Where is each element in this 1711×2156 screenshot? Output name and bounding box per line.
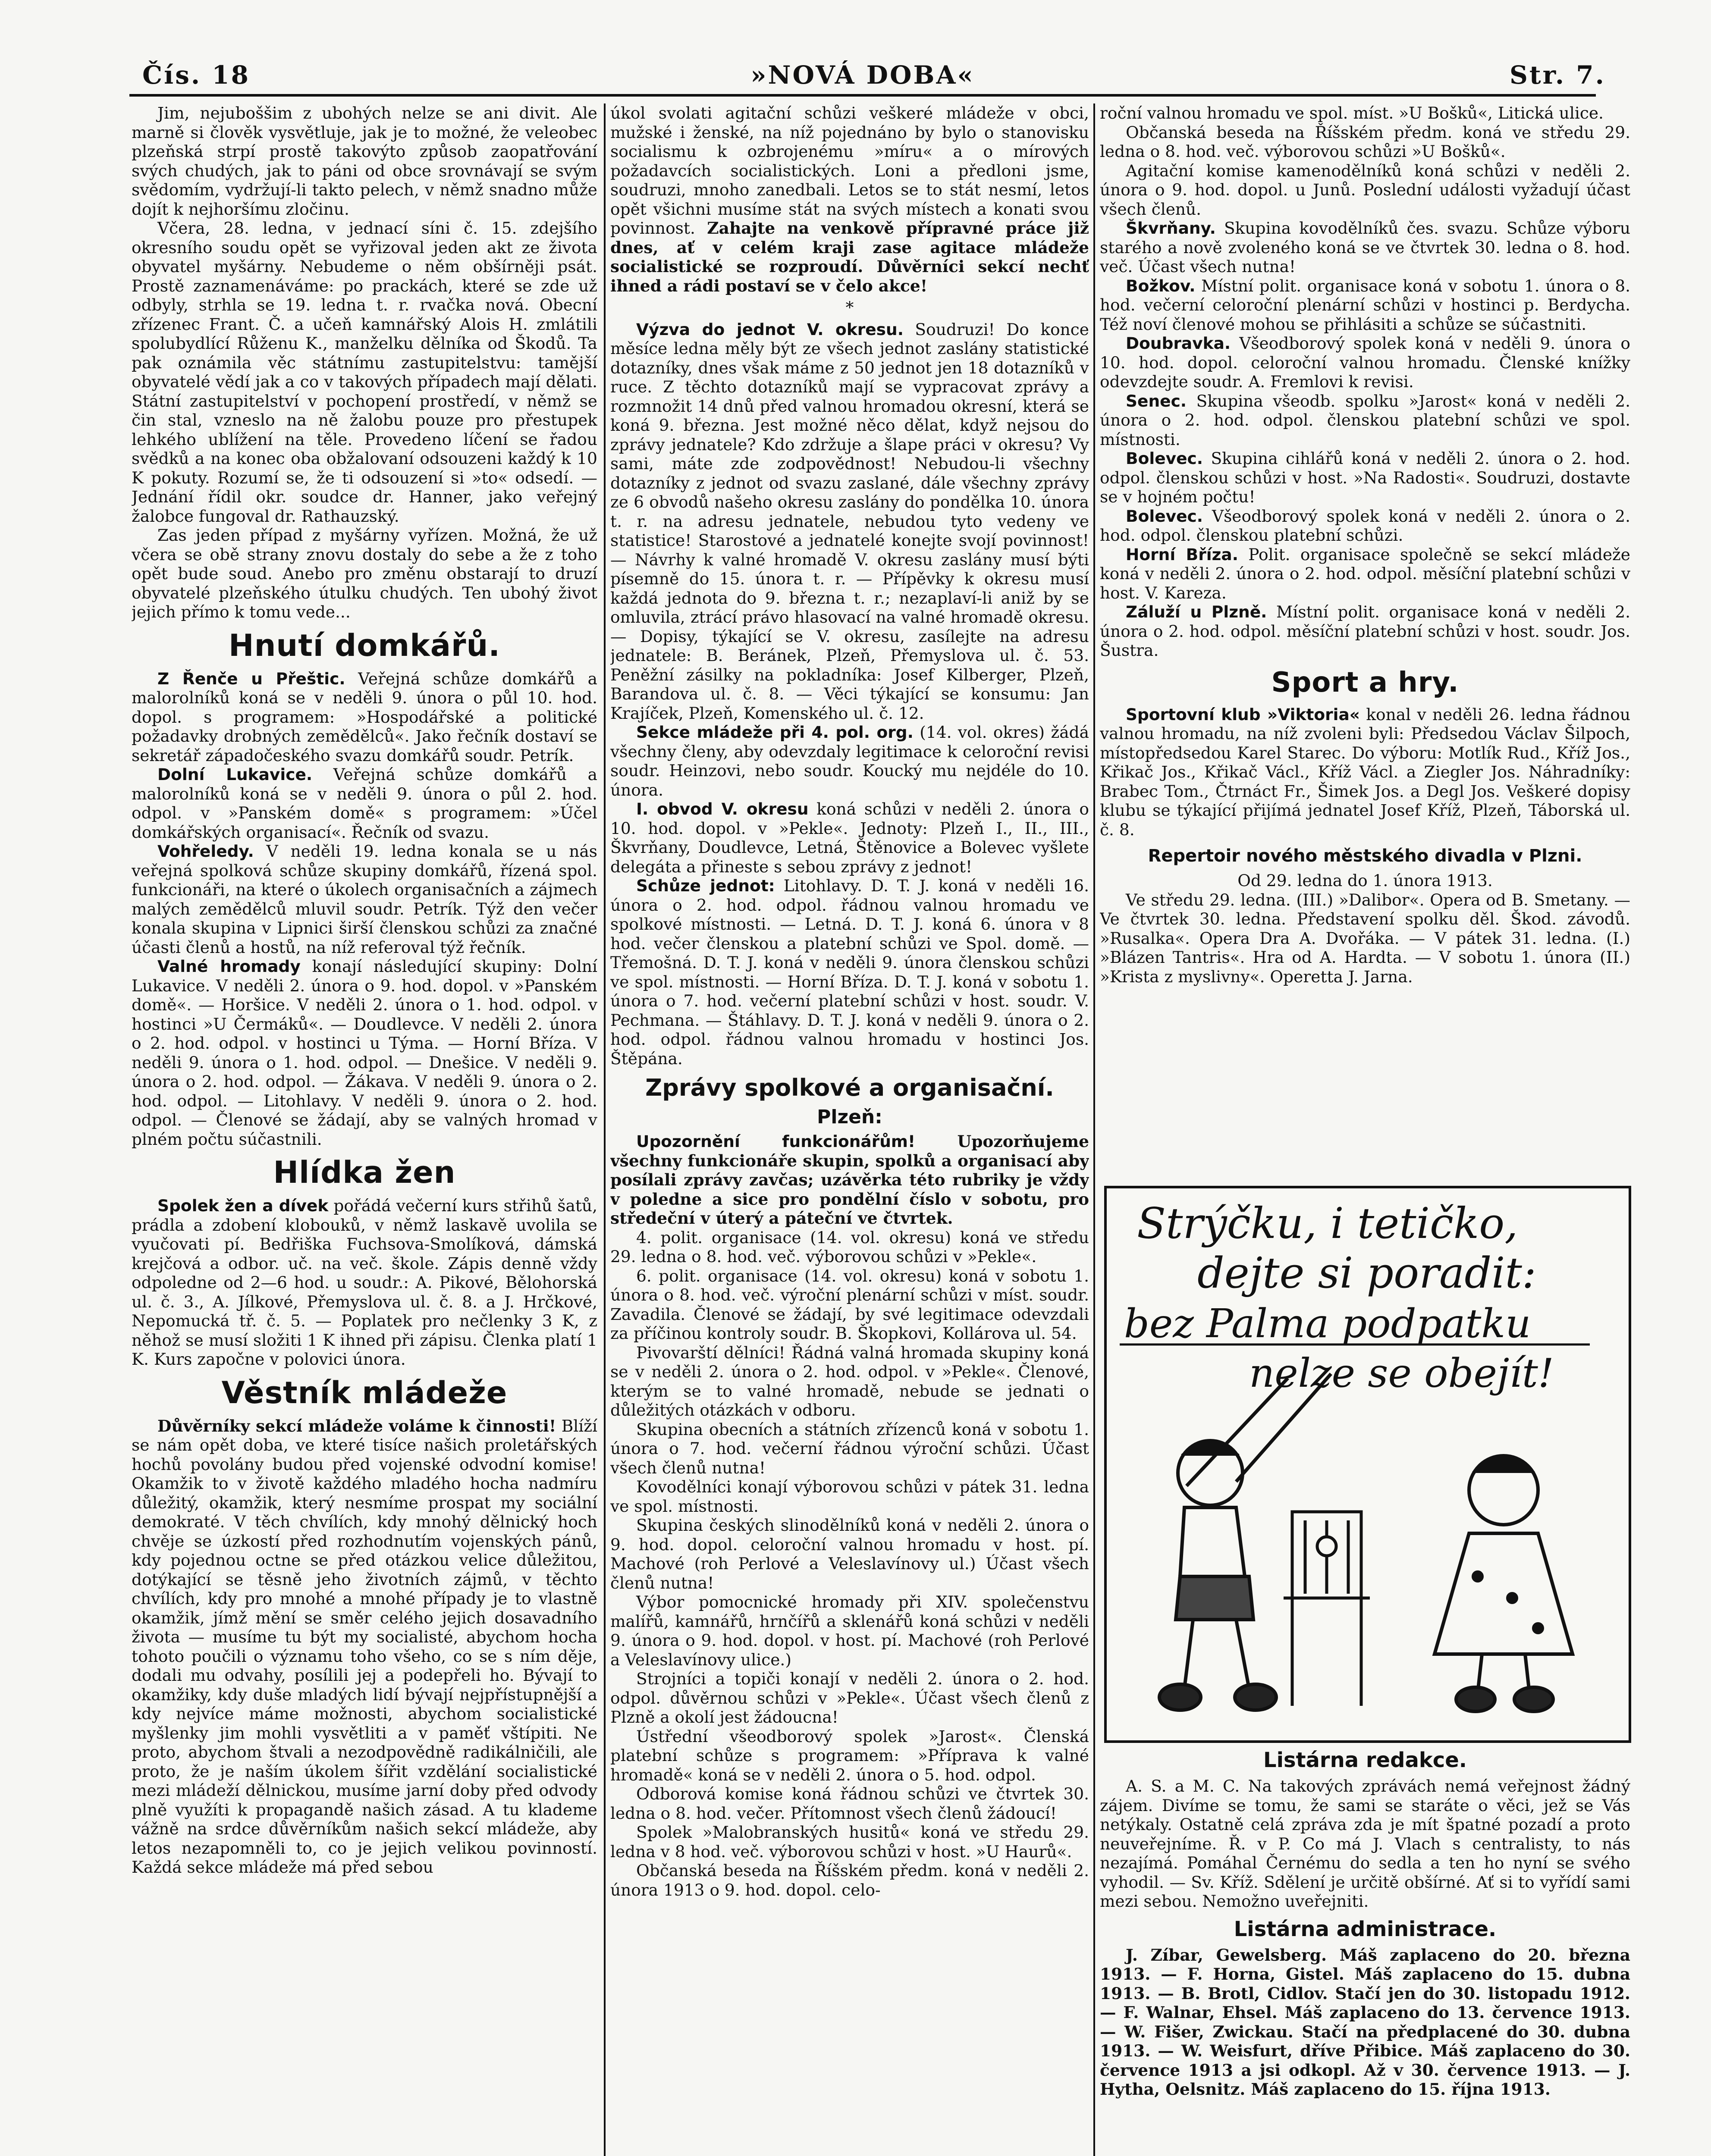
run-in-head: Sportovní klub »Viktoria«	[1126, 705, 1360, 724]
article-paragraph: Odborová komise koná řádnou schůzi ve čtvrtek 30. ledna o 8. hod. večer. Přítomnost všech členů žádoucí!	[610, 1784, 1089, 1823]
article-paragraph: Včera, 28. ledna, v jednací síni č. 15. zdejšího okresního soudu opět se vyřizoval jeden akt ze života obyvatel myšárny. Nebudeme o něm obšírněji psát. Prostě zaznamenáváme: po prackách, které se zde už odbyly, strhla se 19. ledna t. r. rvačka nová. Obecní zřízenec Frant. Č. a učeň kamnářský Alois H. zmlátili spolubydlící Růženu K., manželku dělníka od Škodů. Ta pak oznámila věc státnímu zastupitelstvu: tamější obyvatelé vědí jak a co v takových případech mají dělati. Státní zastupitelství v pochopení prostředí, v němž se čin stal, vzneslo na ně žalobu pouze pro přestupek lehkého ublížení na těle. Provedeno líčení se řadou svědků a na konec oba obžalovaní odsouzeni každý k 10 K pokuty. Rozumí se, že ti odsouzení si »to« odsedí. — Jednání řídil okr. soudce dr. Hanner, jako veřejný žalobce fungoval dr. Rathauzský.	[132, 219, 597, 526]
run-in-head: Důvěrníky sekcí mládeže voláme k činnosti!	[157, 1416, 556, 1435]
run-in-head: Sekce mládeže při 4. pol. org.	[636, 723, 914, 742]
run-in-head: Bolevec.	[1126, 506, 1203, 526]
repertoir-dates: Od 29. ledna do 1. února 1913.	[1237, 871, 1493, 890]
run-in-head: Valné hromady	[157, 957, 301, 976]
article-paragraph: 6. polit. organisace (14. vol. okresu) koná v sobotu 1. února o 8. hod. več. výroční plenární schůzi v míst. soudr. Zavadila. Členové se žádají, by své legitimace odevzdali za příčinou kontroly soudr. B. Škopkovi, Kollárova ul. 54.	[610, 1266, 1089, 1343]
subheading-plzen: Plzeň:	[817, 1106, 882, 1128]
article-text: Skupina kovodělníků čes. svazu. Schůze výboru starého a nově zvoleného koná se ve čtvrtek 30. ledna o 8. hod. več. Účast všech nutna!	[1100, 219, 1630, 276]
column-divider	[604, 103, 606, 2156]
article-paragraph: Výbor pomocnické hromady při XIV. společenstvu malířů, kamnářů, hrnčířů a sklenářů koná schůzi v neděli 9. února o 9. hod. dopol. v host. pí. Machové (roh Perlové a Veleslavínovy ulice.)	[610, 1592, 1089, 1669]
article-paragraph: Skupina českých slinodělníků koná v neděli 2. února o 9. hod. dopol. celoroční valnou hromadu v host. pí. Machové (roh Perlové a Veleslavínovy ul.) Účast všech členů nutna!	[610, 1516, 1089, 1592]
article-paragraph: roční valnou hromadu ve spol. míst. »U Bošků«, Litická ulice.	[1100, 103, 1604, 122]
run-in-head: Škvrňany.	[1126, 219, 1216, 238]
header-rule	[129, 94, 1596, 97]
run-in-head: I. obvod V. okresu	[636, 799, 809, 818]
advertisement-palma	[1104, 1186, 1631, 1743]
article-text: Všeodborový spolek koná v neděli 2. února o 2. hod. odpol. členskou platební schůzi.	[1100, 506, 1630, 545]
ad-line-4: nelze se obejít!	[1249, 1350, 1554, 1396]
run-in-head: Z Řenče u Přeštic.	[157, 669, 345, 688]
article-paragraph: Zas jeden případ z myšárny vyřízen. Možná, že už včera se obě strany znovu dostaly do sebe a že z toho opět bude soud. Anebo pro změnu obstarají to druzí obyvatelé plzeňského útulku chudých. Ten ubohý život jejich přímo k tomu vede...	[132, 526, 597, 621]
section-heading-vestnik: Věstník mládeže	[221, 1375, 508, 1410]
section-heading-repertoir: Repertoir nového městského divadla v Plzni.	[1148, 846, 1582, 866]
column-divider	[1093, 103, 1095, 2156]
issue-number: Čís. 18	[142, 60, 250, 90]
ad-line-1: Strýčku, i tetičko,	[1137, 1199, 1518, 1248]
article-text: (14. vol. okres) žádá všechny členy, aby odevzdaly legitimace k celoroční revisi soudr. Heinzovi, nebo soudr. Koucký mu nejdéle do 10. února.	[610, 723, 1089, 799]
article-text: Veřejná schůze domkářů a malorolníků koná se v neděli 9. února o půl 2. hod. odpol. v »Panském domě« s programem: »Účel domkářských organisací«. Řečník od svazu.	[132, 765, 597, 842]
section-heading-admin: Listárna administrace.	[1234, 1917, 1497, 1941]
article-paragraph: Strojníci a topiči konají v neděli 2. února o 2. hod. odpol. důvěrnou schůzi v »Pekle«. Účast všech členů z Plzně a okolí jest žádoucna!	[610, 1669, 1089, 1727]
run-in-head: Výzva do jednot V. okresu.	[636, 320, 904, 339]
section-heading-spolkove: Zprávy spolkové a organisační.	[645, 1074, 1054, 1101]
article-text: Všeodborový spolek koná v neděli 9. února o 10. hod. dopol. celoroční valnou hromadu. Členské knížky odevzdejte soudr. A. Fremlovi k revisi.	[1100, 334, 1630, 391]
run-in-head: Doubravka.	[1126, 334, 1231, 353]
column-3-upper	[1100, 103, 1630, 1177]
article-emphasis: Zahajte na venkově přípravné práce již dnes, ať v celém kraji zase agitace mládeže socialistické se rozproudí. Důvěrníci sekcí nechť ihned a rádi postaví se v čelo akce!	[610, 219, 1089, 295]
ad-line-2: dejte si poradit:	[1197, 1249, 1536, 1298]
column-2	[610, 103, 1089, 2156]
article-text: Skupina cihlářů koná v neděli 2. února o 2. hod. odpol. členskou schůzi v host. »Na Radosti«. Soudruzi, dostavte se v hojném počtu!	[1100, 449, 1630, 506]
run-in-head: Vohřeledy.	[157, 842, 254, 861]
article-paragraph: Ústřední všeodborový spolek »Jarost«. Členská platební schůze s programem: »Příprava k valné hromadě« koná se v neděli 2. února o 5. hod. odpol.	[610, 1727, 1089, 1784]
article-text: Upozorňujeme všechny funkcionáře skupin, spolků a organisací aby posílali zprávy zavčas; uzávěrka této rubriky je vždy v poledne a sice pro pondělní číslo v sobotu, pro středeční v úterý a páteční ve čtvrtek.	[610, 1132, 1089, 1228]
article-text: Polit. organisace společně se sekcí mládeže koná v neděli 2. února o 2. hod. odpol. měsíční platební schůzi v host. V. Kareza.	[1100, 545, 1630, 602]
article-paragraph: Občanská beseda na Říšském předm. koná v neděli 2. února 1913 o 9. hod. dopol. celo-	[610, 1861, 1089, 1899]
article-text: Soudruzi! Do konce měsíce ledna měly být ze všech jednot zaslány statistické dotazníky, dnes však máme z 50 jednot jen 18 dotazníků v ruce. Z těchto dotazníků mají se vypracovat zprávy a rozmnožit 14 dnů před valnou hromadou okresní, která se koná 9. března. Jest možné něco dělat, když nejsou do zprávy jednatele? Kdo zdržuje a šlape práci v okresu? Vy sami, máte zde zodpovědnost! Nebudou-li všechny dotazníky z jednot od svazu zaslané, dále všechny zprávy ze 6 obvodů našeho okresu zaslány do pondělka 10. února t. r. na adresu jednatele, nebudou tyto vedeny ve statistice! Starostové a jednatelé konejte svojí povinnost! — Návrhy k valné hromadě V. okresu zaslány musí býti písemně do 15. února t. r. — Přípěvky k okresu musí každá jednota do 9. března t. r.; nezaplaví-li aniž by se omluvila, ztrácí právo hlasovací na valné hromadě okresu. — Dopisy, týkající se V. okresu, zasílejte na adresu jednatele: B. Beránek, Plzeň, Přemyslova ul. č. 53. Peněžní zásilky na pokladníka: Josef Kilberger, Plzeň, Barandova ul. č. 8. — Věci týkající se konsumu: Jan Krajíček, Plzeň, Komenského ul. č. 12.	[610, 320, 1089, 723]
section-heading-hlidka: Hlídka žen	[273, 1155, 456, 1190]
article-paragraph: Agitační komise kamenodělníků koná schůzi v neděli 2. února o 9. hod. dopol. u Junů. Poslední události vyžadují účast všech členů.	[1100, 161, 1630, 219]
ad-line-3: bez Palma podpatku	[1124, 1300, 1531, 1347]
separator-star: *	[845, 298, 854, 317]
section-heading-domkari: Hnutí domkářů.	[229, 627, 500, 663]
run-in-head: Spolek žen a dívek	[157, 1196, 329, 1215]
article-paragraph: Kovodělníci konají výborovou schůzi v pátek 31. ledna ve spol. místnosti.	[610, 1477, 1089, 1516]
run-in-head: Senec.	[1126, 391, 1187, 411]
run-in-head: Bolevec.	[1126, 449, 1203, 468]
article-text: konal v neděli 26. ledna řádnou valnou hromadu, na níž zvoleni byli: Předsedou Václav Šilpoch, místopředsedou Karel Starec. Do výboru: Motlík Rud., Kříž Jos., Křikač Jos., Křikač Václ., Kříž Václ. a Ziegler Jos. Náhradníky: Brabec Tom., Čtrnáct Fr., Šimek Jos. a Degl Jos. Veškeré dopisy klubu se týkající přijímá jednatel Josef Kříž, Plzeň, Táborská ul. č. 8.	[1100, 705, 1630, 839]
article-text: úkol svolati agitační schůzi veškeré mládeže v obci, mužské i ženské, na níž pojednáno by bylo o stanovisku socialismu k ozbrojenému »míru« a o mírových požadavcích socialistických. Loni a předloni jsme, soudruzi, mnoho zanedbali. Letos se to stát nesmí, letos opět všichni musíme stát na svých místech a konati svou povinnost.	[610, 103, 1089, 238]
article-paragraph: Občanská beseda na Říšském předm. koná ve středu 29. ledna o 8. hod. več. výborovou schůzi »U Bošků«.	[1100, 122, 1630, 161]
article-text: koná schůzi v neděli 2. února o 10. hod. dopol. v »Pekle«. Jednoty: Plzeň I., II., III., Škvrňany, Doudlevce, Letná, Štěnovice a Bolevec vyšlete delegáta a přineste s sebou zprávy z jednot!	[610, 799, 1089, 876]
article-paragraph: Skupina obecních a státních zřízenců koná v sobotu 1. února o 7. hod. večerní řádnou výroční schůzi. Účast všech členů nutna!	[610, 1420, 1089, 1477]
article-paragraph: 4. polit. organisace (14. vol. okresu) koná ve středu 29. ledna o 8. hod. več. výborovou schůzi v »Pekle«.	[610, 1228, 1089, 1266]
article-text: Skupina všeodb. spolku »Jarost« koná v neděli 2. února o 2. hod. odpol. členskou platební schůzi ve spol. místnosti.	[1100, 391, 1630, 449]
article-text: Místní polit. organisace koná v neděli 2. února o 2. hod. odpol. měsíční platební schůzi v host. soudr. Jos. Šustra.	[1100, 602, 1630, 660]
section-heading-sport: Sport a hry.	[1271, 666, 1459, 699]
article-paragraph: Ve středu 29. ledna. (III.) »Dalibor«. Opera od B. Smetany. — Ve čtvrtek 30. ledna. Představení spolku děl. Škod. závodů. »Rusalka«. Opera Dra A. Dvořáka. — V pátek 31. ledna. (I.) »Blázen Tantris«. Hra od A. Hardta. — V sobotu 1. února (II.) »Krista z myslivny«. Operetta J. Jarna.	[1100, 890, 1630, 986]
newspaper-title: »NOVÁ DOBA«	[750, 60, 975, 90]
run-in-head: Horní Bříza.	[1126, 545, 1238, 564]
article-paragraph: Spolek »Malobranských husitů« koná ve středu 29. ledna v 8 hod. več. výborovou schůzi v host. »U Haurů«.	[610, 1823, 1089, 1861]
article-text: Litohlavy. D. T. J. koná v neděli 16. února o 2. hod. odpol. řádnou valnou hromadu ve spolkové místnosti. — Letná. D. T. J. koná 6. února v 8 hod. večer členskou a platební schůzi ve Spol. domě. — Třemošná. D. T. J. koná v neděli 9. února členskou schůzi ve spol. místnosti. — Horní Bříza. D. T. J. koná v sobotu 1. února o 7. hod. večerní platební schůzi v host. soudr. V. Pechmana. — Štáhlavy. D. T. J. koná v neděli 9. února o 2. hod. odpol. řádnou valnou hromadu v hostinci Jos. Štěpána.	[610, 876, 1089, 1068]
advertisement-illustration	[1107, 1188, 1629, 1740]
article-text: Místní polit. organisace koná v sobotu 1. února o 8. hod. večerní celoroční plenární schůzi v hostinci p. Berdycha. Též noví členové mohou se přihlásiti a schůze se súčastniti.	[1100, 276, 1630, 334]
article-paragraph: A. S. a M. C. Na takových zprávách nemá veřejnost žádný zájem. Divíme se tomu, že sami se staráte o věci, jež se Vás netýkaly. Ostatně celá zpráva zda je mít špatné pozadí a proto neuveřejníme. Ř. v P. Co má J. Vlach s centralisty, to nás nezajímá. Pomáhal Černému do sedla a ten ho nyní se svého vyhodil. — Sv. Kříž. Sdělení je určitě obšírné. Ať si to vyřídí sami mezi sebou. Nemožno uveřejniti.	[1100, 1777, 1630, 1911]
article-paragraph: Jim, nejuboššim z ubohých nelze se ani divit. Ale marně si člověk vysvětluje, jak je to možné, že veleobec plzeňská strpí prostě takovýto způsob zaopatřování svých chudých, jak to páni od obce srovnávají se svým svědomím, vydržují-li takto pelech, v němž snadno může dojít k nejhoršímu zločinu.	[132, 103, 597, 219]
run-in-head: Dolní Lukavice.	[157, 765, 313, 784]
article-paragraph: J. Zíbar, Gewelsberg. Máš zaplaceno do 20. března 1913. — F. Horna, Gistel. Máš zaplaceno do 15. dubna 1913. — B. Brotl, Cidlov. Stačí jen do 30. listopadu 1912. — F. Walnar, Ehsel. Máš zaplaceno do 13. července 1913. — W. Fišer, Zwickau. Stačí na předplacené do 30. dubna 1913. — W. Weisfurt, dříve Přibice. Máš zaplaceno do 30. července 1913 a jsi odkopl. Až v 30. července 1913. — J. Hytha, Oelsnitz. Máš zaplaceno do 15. října 1913.	[1100, 1945, 1630, 2099]
article-text: Blíží se nám opět doba, ve které tisíce našich proletářských hochů povolány budou před vojenské odvodní komise! Okamžik to v životě každého mladého hocha nadmíru důležitý, okamžik, který nesmíme prospat my sociální demokraté. V těch chvílích, kdy mnohý dělnický hoch chvěje se úzkostí před rozhodnutím vojenských pánů, kdy pojednou octne se před otázkou velice důležitou, dotýkající se těsně jeho životních zájmů, v těchto chvílích, kdy pro mnohé a mnohé případy je to vlastně okamžik, jímž mění se směr celého jejich dosavadního života — musíme tu být my socialisté, abychom hocha tohoto poučili o významu toho všeho, co se s ním děje, dodali mu odvahy, posílili jej a podepřeli ho. Bývají to okamžiky, kdy duše mladých lidí bývají nejpřístupnější a kdy nejvíce máme možnosti, abychom socialistické myšlenky jim mohli vysvětliti a v paměť vštípiti. Ne proto, abychom štvali a nezodpovědně radikálničili, ale proto, že je naším úkolem šířit vzdělání socialistické mezi mládeží dělnickou, musíme jarní doby před odvody plně využíti k propagandě našich zásad. A tu klademe vážně na srdce důvěrníkům našich sekcí mládeže, aby letos nezapomněli to, co je jejich velikou povinností. Každá sekce mládeže má před sebou	[132, 1416, 597, 1877]
article-text: Veřejná schůze domkářů a malorolníků koná se v neděli 9. února o půl 10. hod. dopol. s programem: »Hospodářské a politické požadavky drobných zemědělců«. Jako řečník dostaví se sekretář západočeského svazu domkářů soudr. Petrík.	[132, 669, 597, 765]
article-paragraph: Pivovarští dělníci! Řádná valná hromada skupiny koná se v neděli 2. února o 2. hod. odpol. v »Pekle«. Členové, kterým se to valné hromadě, nebude se jednati o důležitých otázkách v odboru.	[610, 1343, 1089, 1420]
run-in-head: Božkov.	[1126, 276, 1196, 295]
run-in-head: Upozornění funkcionářům!	[636, 1132, 916, 1151]
page-number: Str. 7.	[1510, 60, 1606, 90]
run-in-head: Schůze jednot:	[636, 876, 775, 895]
section-heading-listarna: Listárna redakce.	[1263, 1748, 1467, 1772]
column-3-lower	[1100, 1746, 1630, 2156]
article-text: pořádá večerní kurs střihů šatů, prádla a zdobení klobouků, v němž laskavě uvolila se vyučovati pí. Bedřiška Fuchsova-Smolíková, dámská krejčová a odbor. uč. na več. škole. Zápis denně vždy odpoledne od 2—6 hod. u soudr.: A. Pikové, Bělohorská ul. č. 3., A. Jílkové, Přemyslova ul. č. 8. a J. Hrčkové, Nepomucká tř. č. 5. — Poplatek pro nečlenky 3 K, z něhož se musí složiti 1 K ihned při zápisu. Členka platí 1 K. Kurs započne v polovici února.	[132, 1196, 597, 1369]
article-text: konají následující skupiny: Dolní Lukavice. V neděli 2. února o 9. hod. dopol. v »Panském domě«. — Horšice. V neděli 2. února o 1. hod. odpol. v hostinci »U Čermáků«. — Doudlevce. V neděli 2. února o 2. hod. odpol. v hostinci u Týma. — Horní Bříza. V neděli 9. února o 1. hod. odpol. — Dnešice. V neděli 9. února o 2. hod. odpol. — Žákava. V neděli 9. února o 2. hod. odpol. — Litohlavy. V neděli 9. února o 2. hod. odpol. — Členové se žádají, aby se valných hromad v plném počtu súčastnili.	[132, 957, 597, 1149]
run-in-head: Záluží u Plzně.	[1126, 602, 1267, 621]
article-text: V neděli 19. ledna konala se u nás veřejná spolková schůze skupiny domkářů, řízená spol. funkcionáři, na které o úkolech organisačních a zájmech malých zemědělců mluvil soudr. Petrík. Týž den večer konala skupina v Lipnici širší členskou schůzi za značné účasti členů a hostů, na níž referoval týž řečník.	[132, 842, 597, 957]
column-1	[132, 103, 597, 2156]
